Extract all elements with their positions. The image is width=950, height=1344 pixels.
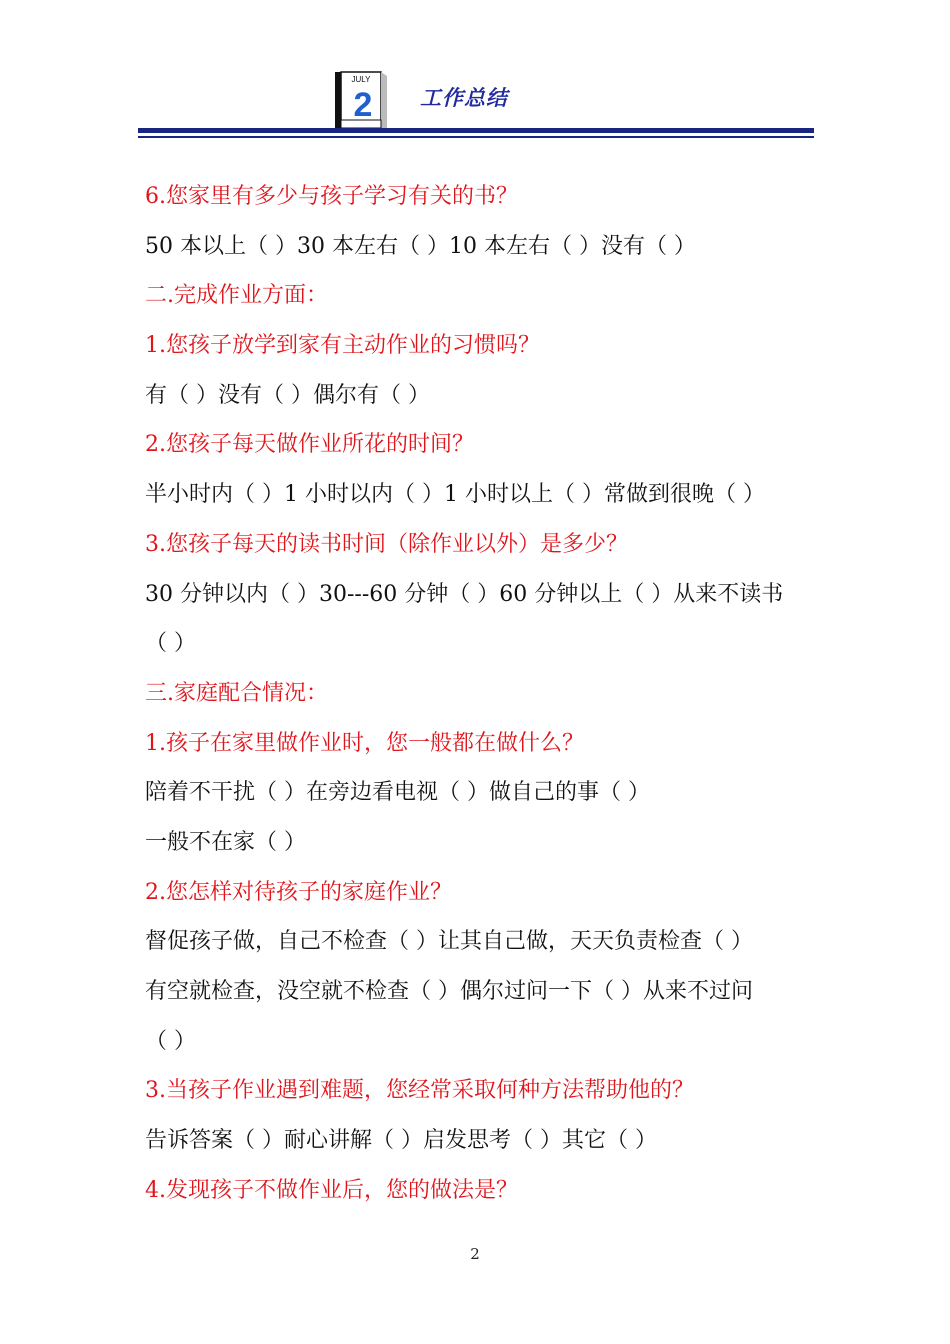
survey-question: 3.当孩子作业遇到难题，您经常采取何种方法帮助他的？: [145, 1078, 694, 1104]
survey-question: 1.您孩子放学到家有主动作业的习惯吗？: [145, 333, 540, 359]
survey-content: [145, 172, 810, 1215]
survey-options: （ ）: [145, 1028, 196, 1054]
survey-options: 有（ ）没有（ ）偶尔有（ ）: [145, 382, 430, 408]
survey-question: 二.完成作业方面：: [145, 283, 328, 309]
calendar-july-2-icon: [333, 68, 389, 130]
header-rule-thick: [138, 128, 814, 133]
page-header: [0, 0, 950, 140]
survey-question: 4.发现孩子不做作业后，您的做法是？: [145, 1177, 518, 1203]
survey-options: 30 分钟以内（ ）30---60 分钟（ ）60 分钟以上（ ）从来不读书: [145, 581, 784, 607]
page-number: 2: [470, 1245, 480, 1263]
survey-options: 半小时内（ ）1 小时以内（ ）1 小时以上（ ）常做到很晚（ ）: [145, 482, 765, 508]
survey-question: 2.您孩子每天做作业所花的时间？: [145, 432, 474, 458]
survey-question: 三.家庭配合情况：: [145, 680, 328, 706]
survey-options: 督促孩子做，自己不检查（ ）让其自己做，天天负责检查（ ）: [145, 929, 753, 955]
survey-options: 一般不在家（ ）: [145, 829, 306, 855]
header-rule-thin: [138, 136, 814, 138]
survey-question: 1.孩子在家里做作业时，您一般都在做什么？: [145, 730, 584, 756]
survey-options: 50 本以上（ ）30 本左右（ ）10 本左右（ ）没有（ ）: [145, 233, 696, 259]
survey-question: 2.您怎样对待孩子的家庭作业？: [145, 879, 452, 905]
survey-question: 3.您孩子每天的读书时间（除作业以外）是多少？: [145, 531, 628, 557]
survey-question: 6.您家里有多少与孩子学习有关的书？: [145, 184, 518, 209]
survey-options: 告诉答案（ ）耐心讲解（ ）启发思考（ ）其它（ ）: [145, 1128, 657, 1154]
survey-options: 陪着不干扰（ ）在旁边看电视（ ）做自己的事（ ）: [145, 780, 650, 806]
calendar-day-label: 2: [353, 86, 373, 124]
survey-options: 有空就检查，没空就不检查（ ）偶尔过问一下（ ）从来不过问: [145, 979, 753, 1004]
header-title: 工作总结: [420, 86, 508, 110]
calendar-month-label: JULY: [351, 75, 371, 84]
survey-options: （ ）: [145, 631, 196, 657]
